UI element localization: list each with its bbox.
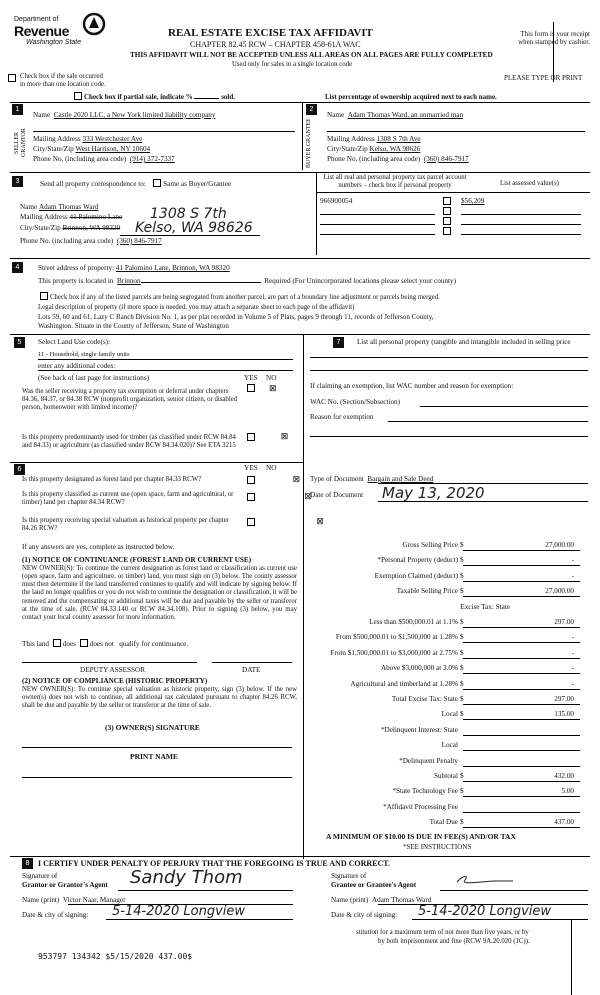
required-note: Required (For Unincorporated locations please select your county) [264, 277, 457, 285]
see-instructions: *SEE INSTRUCTIONS [403, 843, 472, 851]
parcel-3-checkbox[interactable] [443, 217, 451, 225]
property-street[interactable]: 41 Palomino Lane, Brinnon, WA 98320 [115, 264, 230, 272]
tax-row-label: *Affidavit Processing Fee [383, 802, 458, 811]
tax-row-value[interactable]: 297.00 [554, 695, 574, 703]
s6-q1: Is this property designated as forest land per chapter 84.33 RCW? [22, 476, 202, 483]
notice2-body: NEW OWNER(S): To continue special valuation as historic property, sign (3) below. If the new owner(s) does not wish to continue, all additional tax calculated pursuant to chapter 84.26 RCW, shall be due and payable by the seller or transferor at the time of sale. [22, 686, 297, 710]
send-label: Send all property correspondence to: [40, 180, 146, 188]
tax-row-value[interactable]: - [571, 633, 574, 642]
logo [8, 12, 103, 52]
tax-row-dollar: $ [460, 648, 464, 657]
grantee-date[interactable]: 5-14-2020 Longview [418, 904, 552, 919]
buyer-address-row: Mailing Address 1308 S 7th Ave [327, 135, 421, 143]
same-as-buyer-checkbox[interactable] [153, 179, 161, 187]
tax-row-label: Subtotal [434, 772, 458, 780]
parcel-checkboxes [441, 197, 453, 237]
seller-address-row: Mailing Address 333 Westchester Ave [33, 135, 143, 143]
tax-row-label: Total Due [429, 818, 458, 827]
buyer-name[interactable]: Adam Thomas Ward, an unmarried man [347, 111, 464, 119]
tax-row-dollar: $ [460, 787, 464, 796]
multi-line2: in more than one location code. [20, 81, 106, 89]
tax-row-label: Local [441, 710, 458, 719]
tax-row-value[interactable]: 27,000.00 [545, 587, 574, 596]
tax-row-label: *Delinquent Penalty [399, 756, 458, 765]
grantor-name-row: Name (print) Victor Naar, Manager [22, 896, 126, 904]
s5-q1: Was the seller receiving a property tax exemption or deferral under chapters 84.36, 84.37, or 84.38 RCW (nonprofit organization, senior citizen, or disabled person, homeowner with limited income)? [22, 388, 238, 412]
tax-row-value[interactable]: - [571, 556, 574, 565]
grantee-sig-label2: Grantee or Grantee's Agent [331, 881, 417, 889]
tax-row-label: Less than $500,000.01 at 1.1% [369, 618, 458, 626]
land-use-title: Select Land Use code(s): [38, 338, 111, 346]
corr-city-struck: Brinnon, WA 98320 [62, 224, 121, 232]
notice1-body: NEW OWNER(S): To continue the current designation as forest land or classification as current use (open space, farm and agriculture, or timber) land, you must sign on (3) below. The county assessor must then determine if the land transferred continues to qualify and will indicate by signing below. If the land no longer qualifies or you do not wish to continue the designation or classification, it will be removed and the compensating or additional taxes will be due and payable by the seller or transferor at the time of sale. (RCW 84.33.140 or RCW 84.34.108). Prior to signing (3) below, you may contact your local county assessor for more information. [22, 565, 297, 621]
form-usage: Used only for sales in a single location code [232, 61, 353, 68]
perjury-line1: stitution for a maximum term of not more than five years, or by [356, 929, 529, 936]
section-5-number: 5 [14, 337, 25, 348]
receipt-line2: when stamped by cashier. [518, 38, 590, 47]
s6-q1-no[interactable]: ⊠ [292, 474, 301, 484]
grantor-sig-label1: Signature of [22, 872, 58, 880]
buyer-grantee-label: BUYER GRANTEE [306, 118, 312, 168]
s5-q1-yes[interactable] [247, 384, 255, 392]
form-title: REAL ESTATE EXCISE TAX AFFIDAVIT [168, 27, 373, 39]
seller-name[interactable]: Castle 2020 LLC, a New York limited liability company [53, 111, 216, 119]
corr-name[interactable]: Adam Thomas Ward [38, 203, 99, 211]
receipt-note [498, 30, 590, 47]
tax-row-value[interactable]: 297.00 [554, 618, 574, 626]
tax-row-label: Total Excise Tax: State [391, 695, 458, 703]
tax-row-label: Excise Tax: State [460, 602, 510, 611]
tax-row-dollar: $ [460, 541, 464, 549]
grantee-date-row: Date & city of signing: [331, 911, 398, 919]
tax-row-label: *Delinquent Interest: State [380, 725, 458, 734]
tax-row-value[interactable]: 27,000.00 [545, 541, 574, 549]
tax-row-label: From $500,000.01 to $1,500,000 at 1.28% [335, 633, 458, 642]
corr-phone[interactable]: (360) 846-7917 [116, 237, 162, 245]
legal-line1: Lots 59, 60 and 61, Lazy C Ranch Division No. 1, as per plat recorded in Volume 5 of Plats, pages 9 through 11, records of Jefferson County, [38, 313, 434, 321]
personal-property-title: List all personal property (tangible and intangible included in selling price [357, 338, 571, 346]
s5-q2-yes[interactable] [247, 433, 255, 441]
tax-row-label: Local [441, 741, 458, 750]
tax-row-label: *State Technology Fee [392, 787, 458, 796]
corr-address-row: Mailing Address 41 Palomino Lane [20, 213, 123, 221]
land-use-code[interactable]: 11 - Household, single family units [38, 351, 130, 358]
s6-yes: YES [244, 464, 258, 472]
corr-address-struck: 41 Palomino Lane [69, 213, 123, 221]
logo-revenue: Revenue [14, 23, 69, 39]
if-yes-note: If any answers are yes, complete as instructed below. [22, 543, 175, 551]
tax-row-label: Taxable Selling Price [396, 587, 458, 596]
see-back: (See back of last page for instructions) [38, 374, 149, 382]
seller-phone-row: Phone No. (including area code) (914) 372-7337 [33, 155, 175, 163]
section-7-number: 7 [333, 337, 344, 348]
s5-q2: Is this property predominantly used for timber (as classified under RCW 84.84 and 84.33) or agriculture (as classified under RCW 84.34.020)? See ETA 3215 [22, 434, 236, 450]
tax-row-dollar: $ [460, 818, 464, 827]
section-4-number: 4 [12, 262, 23, 273]
grantee-sig-block [331, 872, 416, 890]
wac-row: WAC No. (Section/Subsection) [310, 398, 401, 406]
logo-state: Washington State [26, 39, 82, 46]
assessed-header: List assessed value(s) [500, 180, 559, 187]
reason-label: Reason for exemption [310, 413, 374, 421]
s6-q3-yes[interactable] [247, 518, 255, 526]
assessed-value-text[interactable]: $56,209 [461, 197, 485, 205]
s6-q1-yes[interactable] [247, 476, 255, 484]
buyer-address[interactable]: 1308 S 7th Ave [376, 135, 421, 143]
tax-row-value[interactable]: - [571, 648, 574, 657]
corr-city-row: City/State/Zip Brinnon, WA 98320 [20, 224, 121, 232]
doc-date-row: Date of Document [310, 491, 364, 499]
s5-no: NO [266, 374, 277, 382]
print-name: PRINT NAME [130, 752, 178, 761]
section-2-number: 2 [306, 104, 317, 115]
s6-no: NO [266, 464, 277, 472]
grantee-name-row: Name (print) Adam Thomas Ward [331, 896, 432, 904]
tax-row-label: Above $3,000,000 at 3.0% [380, 664, 458, 673]
buyer-phone[interactable]: (360) 846-7917 [423, 155, 469, 163]
this-land-row: This land does does not qualify for continuance. [22, 640, 189, 648]
corr-city-hand: Kelso, WA 98626 [135, 220, 253, 236]
tax-row-label: Exemption Claimed (deduct) [374, 571, 458, 580]
tax-row-value[interactable]: - [571, 571, 574, 580]
deputy-assessor: DEPUTY ASSESSOR [80, 666, 146, 674]
buyer-name-row: Name Adam Thomas Ward, an unmarried man [327, 111, 464, 119]
seller-city[interactable]: West Harrison, NY 10604 [75, 145, 151, 153]
segregated-check[interactable] [38, 292, 440, 302]
seller-phone[interactable]: (914) 372-7337 [129, 155, 175, 163]
grantor-date-row: Date & city of signing: [22, 911, 89, 919]
corr-name-row: Name Adam Thomas Ward [20, 203, 99, 211]
grantee-sig-label1: Signature of [331, 872, 367, 880]
tax-row-dollar: $ [460, 772, 464, 780]
notice1-title: (1) NOTICE OF CONTINUANCE (FOREST LAND OR CURRENT USE) [22, 556, 252, 564]
tax-row-dollar: $ [460, 556, 464, 565]
tax-row-label: From $1,500,000.01 to $3,000,000 at 2.75% [330, 648, 458, 657]
logo-emblem-icon [82, 12, 106, 36]
receipt-line1: This form is your receipt [520, 30, 590, 38]
section-1-number: 1 [12, 104, 23, 115]
does-not-checkbox[interactable] [80, 639, 88, 647]
partial-sale-check[interactable] [72, 92, 235, 101]
exemption-label: If claiming an exemption, list WAC number and reason for exemption: [310, 382, 514, 390]
parcel-2-checkbox[interactable] [443, 207, 451, 215]
s6-q2: Is this property classified as current use (open space, farm and agricultural, or timber) land per chapter 84.34 RCW? [22, 491, 234, 507]
owner-signature: (3) OWNER(S) SIGNATURE [105, 723, 200, 732]
tax-row-label: Gross Selling Price [402, 541, 458, 549]
parcel-number[interactable]: 966900054 [320, 197, 353, 205]
doc-type-row: Type of Document Bargain and Sale Deed [310, 475, 434, 483]
section-8-number: 8 [22, 858, 33, 869]
partial-sale-label: Check box if partial sale, indicate % [84, 93, 193, 101]
grantor-signature[interactable]: Sandy Thom [130, 867, 243, 888]
property-located[interactable]: Brinnon [117, 277, 141, 285]
tax-row-dollar: $ [460, 633, 464, 642]
multi-line1: Check box if the sale occurred [20, 73, 103, 80]
parcel-4-checkbox[interactable] [443, 227, 451, 235]
s6-q2-yes[interactable] [247, 493, 255, 501]
seller-name-row: Name Castle 2020 LLC, a New York limited liability company [33, 111, 216, 119]
tax-row-value[interactable]: 437.00 [554, 818, 574, 827]
tax-row-label: *Personal Property (deduct) [377, 556, 458, 565]
tax-row-dollar: $ [460, 571, 464, 580]
segregated-label: Check box if any of the listed parcels are being segregated from another parcel, are part of a boundary line adjustment or parcels being merged. [50, 294, 440, 301]
corr-phone-row: Phone No. (including area code) (360) 846-7917 [20, 237, 162, 245]
tax-row-dollar: $ [460, 695, 464, 703]
certify: I CERTIFY UNDER PENALTY OF PERJURY THAT THE FOREGOING IS TRUE AND CORRECT. [38, 859, 391, 868]
tax-row-value[interactable]: 432.00 [554, 772, 574, 780]
section-3-number: 3 [12, 176, 23, 187]
tax-row-value[interactable]: - [571, 679, 574, 688]
grantor-sig-block [22, 872, 108, 890]
seller-city-row: City/State/Zip West Harrison, NY 10604 [33, 145, 151, 153]
doc-type[interactable]: Bargain and Sale Deed [367, 475, 434, 483]
deputy-date: DATE [242, 666, 261, 674]
form-warning: THIS AFFIDAVIT WILL NOT BE ACCEPTED UNLESS ALL AREAS ON ALL PAGES ARE FULLY COMPLETED [130, 51, 493, 59]
seller-grantor-label: SELLER GRANTOR [14, 128, 28, 158]
tax-row-value[interactable]: 135.00 [554, 710, 574, 719]
s6-q3: Is this property receiving special valuation as historical property per chapter 84.26 RCW? [22, 517, 229, 533]
grantor-date[interactable]: 5-14-2020 Longview [112, 904, 246, 919]
tax-row-dollar: $ [460, 664, 464, 673]
parcel-header: List all real and personal property tax parcel account numbers – check box if personal property [323, 174, 467, 190]
tax-row-value[interactable]: 5.00 [561, 787, 574, 796]
same-label: Same as Buyer/Grantee [163, 180, 232, 188]
s6-q3-no[interactable]: ⊠ [316, 516, 324, 526]
tax-row-dollar: $ [460, 679, 464, 688]
s5-q2-no[interactable]: ⊠ [280, 431, 289, 441]
does-checkbox[interactable] [53, 639, 61, 647]
please-type: PLEASE TYPE OR PRINT [504, 74, 583, 82]
legal-label: Legal description of property (if more space is needed, you may attach a separate sheet to each page of the affidavit) [38, 304, 355, 311]
notice2-title: (2) NOTICE OF COMPLIANCE (HISTORIC PROPERTY) [22, 677, 208, 685]
perjury-line2: by both imprisonment and fine (RCW 9A.20.020 (1C)). [378, 938, 530, 945]
enter-additional: enter any additional codes: [38, 362, 116, 370]
located-row: This property is located in Brinnon Required (For Unincorporated locations please select your county) [38, 277, 457, 285]
minimum-note: A MINIMUM OF $10.00 IS DUE IN FEE(S) AND/OR TAX [326, 832, 516, 841]
s5-q1-no[interactable]: ⊠ [269, 383, 277, 393]
seller-address[interactable]: 333 Westchester Ave [82, 135, 143, 143]
form-chapter: CHAPTER 82.45 RCW – CHAPTER 458-61A WAC [190, 40, 361, 49]
cashier-stamp: 953797 134342 $5/15/2020 437.00$ [38, 952, 193, 961]
tax-row-label: Agricultural and timberland at 1.28% [350, 679, 458, 688]
s5-yes: YES [244, 374, 258, 382]
tax-row-value[interactable]: - [571, 664, 574, 673]
multi-location-check[interactable] [20, 73, 106, 89]
buyer-city-row: City/State/Zip Kelso, WA 98626 [327, 145, 421, 153]
corr-address-hand: 1308 S 7th [150, 206, 227, 222]
tax-row-dollar: $ [460, 618, 464, 626]
percentage-note: List percentage of ownership acquired next to each name. [325, 93, 497, 101]
grantee-name[interactable]: Adam Thomas Ward [371, 896, 432, 904]
buyer-phone-row: Phone No. (including area code) (360) 846-7917 [327, 155, 469, 163]
s6-q2-no[interactable]: ⊠ [304, 491, 312, 501]
legal-line2: Washington. Situate in the County of Jefferson, State of Washington [38, 322, 229, 330]
logo-dept: Department of [14, 16, 59, 23]
tax-row-dollar: $ [460, 587, 464, 596]
doc-date[interactable]: May 13, 2020 [382, 484, 485, 502]
buyer-city[interactable]: Kelso, WA 98626 [369, 145, 421, 153]
section-6-number: 6 [14, 464, 25, 475]
grantor-sig-label2: Grantor or Grantor's Agent [22, 881, 108, 889]
grantee-signature-icon[interactable] [455, 873, 515, 887]
grantor-name[interactable]: Victor Naar, Manager [62, 896, 126, 904]
tax-row-dollar: $ [460, 710, 464, 719]
send-correspondence [40, 179, 231, 189]
sold-label: sold. [221, 93, 236, 101]
parcel-1-checkbox[interactable] [443, 197, 451, 205]
street-row: Street address of property: 41 Palomino Lane, Brinnon, WA 98320 [38, 264, 230, 272]
